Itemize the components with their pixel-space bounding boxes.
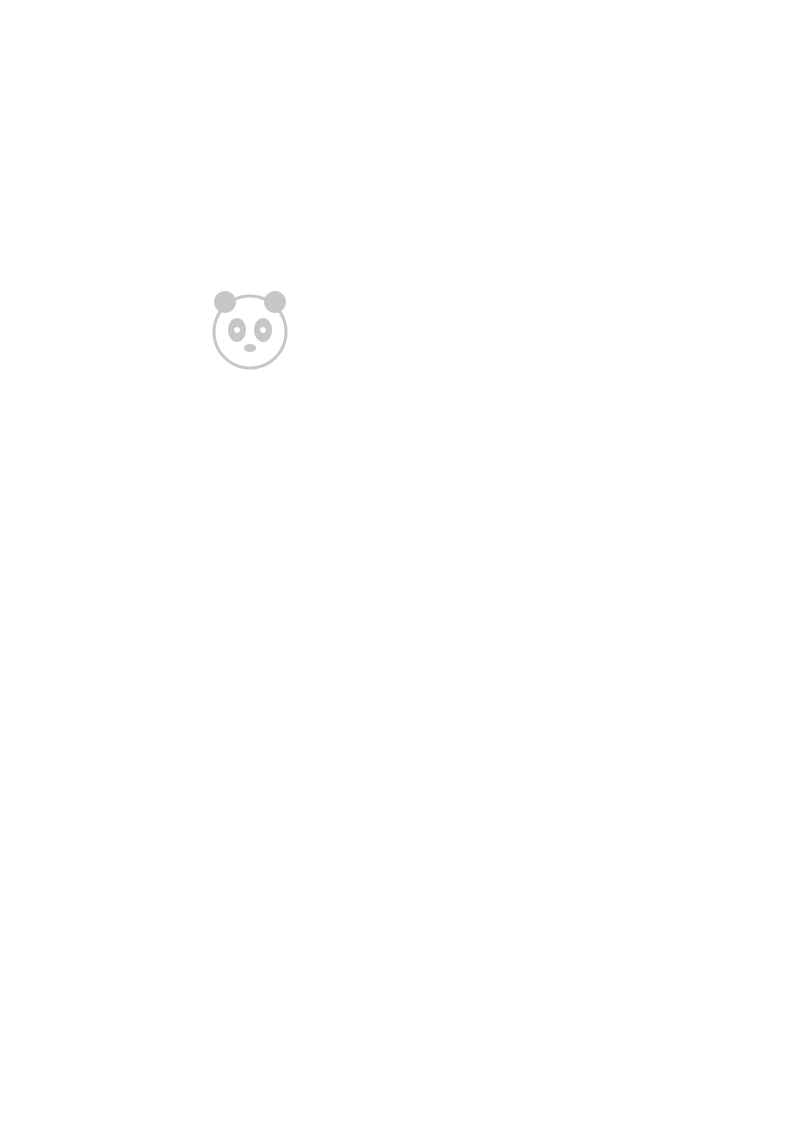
watermark (205, 280, 435, 430)
panda-logo-icon (205, 280, 295, 380)
